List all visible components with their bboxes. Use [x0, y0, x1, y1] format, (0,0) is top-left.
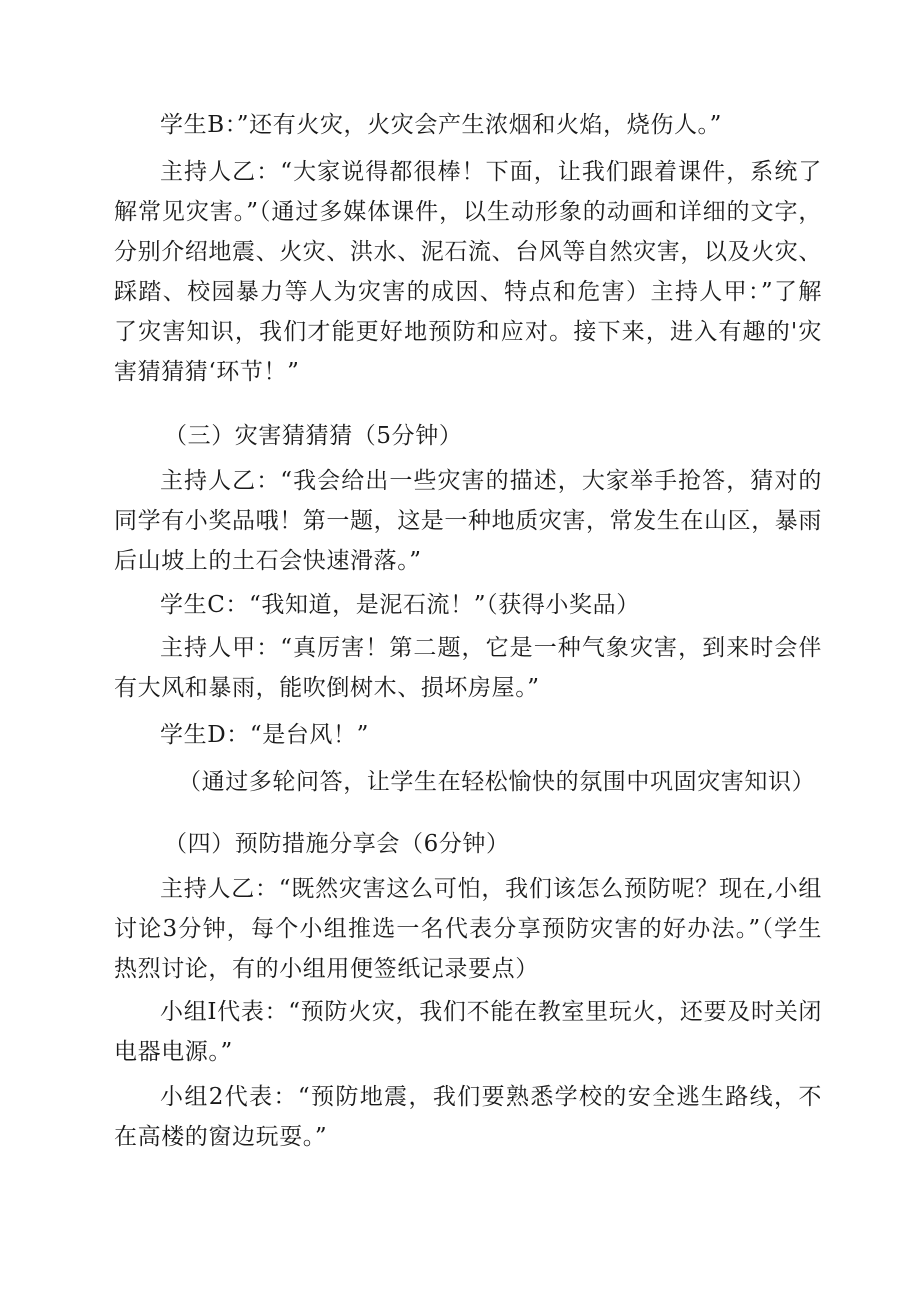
paragraph-host-b-courseware: 主持人乙：“大家说得都很棒！下面，让我们跟着课件，系统了解常见灾害。”（通过多媒体课件，以生动形象的动画和详细的文字，分别介绍地震、火灾、洪水、泥石流、台风等自然灾害，以及火灾、踩踏、校园暴力等人为灾害的成因、特点和危害）主持人甲：”了解了灾害知识，我们才能更好地预防和应对。接下来，进入有趣的'灾害猜猜猜‘环节！”: [114, 159, 822, 385]
section-heading-disaster-guess: （三）灾害猜猜猜（5分钟）: [164, 423, 463, 449]
paragraph-group-1: 小组I代表：“预防火灾，我们不能在教室里玩火，还要及时关闭电器电源。”: [114, 999, 822, 1065]
paragraph-host-b-prevention: 主持人乙：“既然灾害这么可怕，我们该怎么预防呢？现在,小组讨论3分钟，每个小组推选一名代表分享预防灾害的好办法。”（学生热烈讨论，有的小组用便签纸记录要点）: [114, 876, 822, 982]
paragraph-student-c: 学生C：“我知道，是泥石流！”（获得小奖品）: [160, 592, 640, 618]
section-heading-prevention-sharing: （四）预防措施分享会（6分钟）: [164, 831, 510, 857]
paragraph-student-d: 学生D：“是台风！”: [160, 722, 369, 748]
paragraph-student-b: 学生B：”还有火灾，火灾会产生浓烟和火焰，烧伤人。”: [160, 112, 723, 138]
paragraph-host-a-second-question: 主持人甲：“真厉害！第二题，它是一种气象灾害，到来时会伴有大风和暴雨，能吹倒树木、损坏房屋。”: [114, 635, 822, 701]
paragraph-quiz-note: （通过多轮问答，让学生在轻松愉快的氛围中巩固灾害知识）: [178, 769, 816, 795]
paragraph-group-2: 小组2代表：“预防地震，我们要熟悉学校的安全逃生路线，不在高楼的窗边玩耍。”: [114, 1084, 822, 1150]
paragraph-host-b-quiz: 主持人乙：“我会给出一些灾害的描述，大家举手抢答，猜对的同学有小奖品哦！第一题，这是一种地质灾害，常发生在山区，暴雨后山坡上的土石会快速滑落。”: [114, 468, 822, 574]
